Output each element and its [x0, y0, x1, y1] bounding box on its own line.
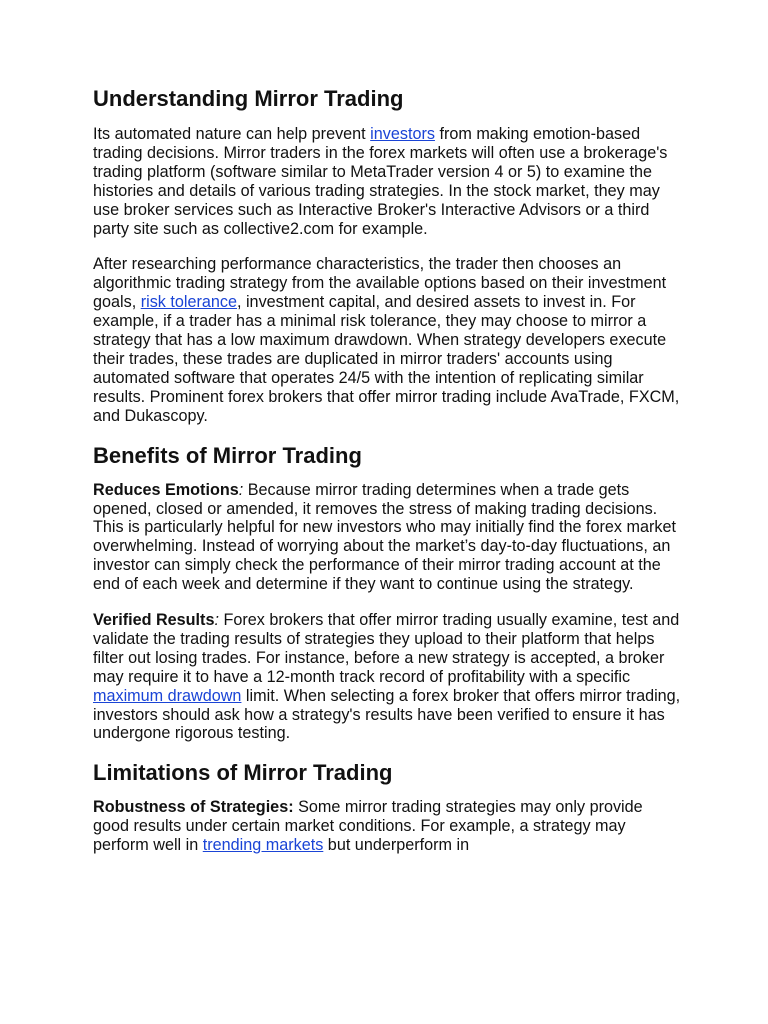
- paragraph-text: After researching performance characteristics, the trader then chooses an algorithmic trading strategy from the available options based on their investment goals,: [93, 255, 667, 312]
- heading-benefits-of-mirror-trading: Benefits of Mirror Trading: [93, 442, 362, 468]
- article: [93, 84, 683, 855]
- paragraph-reduces-emotions: [93, 481, 683, 594]
- paragraph-text: but underperform in: [323, 836, 470, 855]
- link-trending-markets[interactable]: trending markets: [202, 836, 324, 855]
- link-maximum-drawdown[interactable]: maximum drawdown: [93, 686, 242, 705]
- heading-understanding-mirror-trading: Understanding Mirror Trading: [93, 86, 404, 111]
- term-reduces-emotions: Reduces Emotions: [93, 480, 239, 499]
- term-verified-results: Verified Results: [93, 611, 215, 630]
- link-risk-tolerance[interactable]: risk tolerance: [140, 293, 237, 312]
- term-robustness-of-strategies: Robustness of Strategies:: [93, 798, 294, 817]
- link-investors[interactable]: investors: [370, 125, 435, 143]
- paragraph-verified-results: [93, 611, 683, 743]
- paragraph-researching-performance: [93, 255, 683, 425]
- paragraph-text: , investment capital, and desired assets to invest in. For example, if a trader has a minimal risk tolerance, they may choose to mirror a strategy that has a low maximum drawdown. When strategy developers execute their trades, these trades are duplicated in mirror traders' accounts using automated software that operates 24/5 with the intention of replicating similar results. Prominent forex brokers that offer mirror trading include AvaTrade, FXCM, and Dukascopy.: [93, 293, 680, 425]
- heading-limitations-of-mirror-trading: Limitations of Mirror Trading: [93, 760, 393, 786]
- paragraph-text: Because mirror trading determines when a trade gets opened, closed or amended, it removes the stress of making trading decisions. This is particularly helpful for new investors who may initially find the forex market overwhelming. Instead of worrying about the market’s day-to-day fluctuations, an investor can simply check the performance of their mirror trading account at the end of each week and determine if they want to continue using the strategy.: [93, 480, 676, 594]
- paragraph-text: Some mirror trading strategies may only provide good results under certain market conditions. For example, a strategy may perform well in: [93, 798, 643, 855]
- paragraph-text: Its automated nature can help prevent: [93, 125, 371, 143]
- term-colon: :: [238, 480, 244, 499]
- paragraph-robustness-of-strategies: [93, 798, 683, 855]
- paragraph-text: limit. When selecting a forex broker that offers mirror trading, investors should ask how a strategy's results have been verified to ensure it has undergone rigorous testing.: [93, 686, 681, 743]
- paragraph-automated-nature: [93, 125, 683, 238]
- paragraph-text: from making emotion-based trading decisions. Mirror traders in the forex markets will often use a brokerage's trading platform (software similar to MetaTrader version 4 or 5) to examine the histories and details of various trading strategies. In the stock market, they may use broker services such as Interactive Broker's Interactive Advisors or a third party site such as collective2.com for example.: [93, 125, 668, 238]
- paragraph-text: Forex brokers that offer mirror trading usually examine, test and validate the trading results of strategies they upload to their platform that helps filter out losing trades. For instance, before a new strategy is accepted, a broker may require it to have a 12-month track record of profitability with a specific: [93, 611, 680, 686]
- term-colon: :: [214, 611, 219, 630]
